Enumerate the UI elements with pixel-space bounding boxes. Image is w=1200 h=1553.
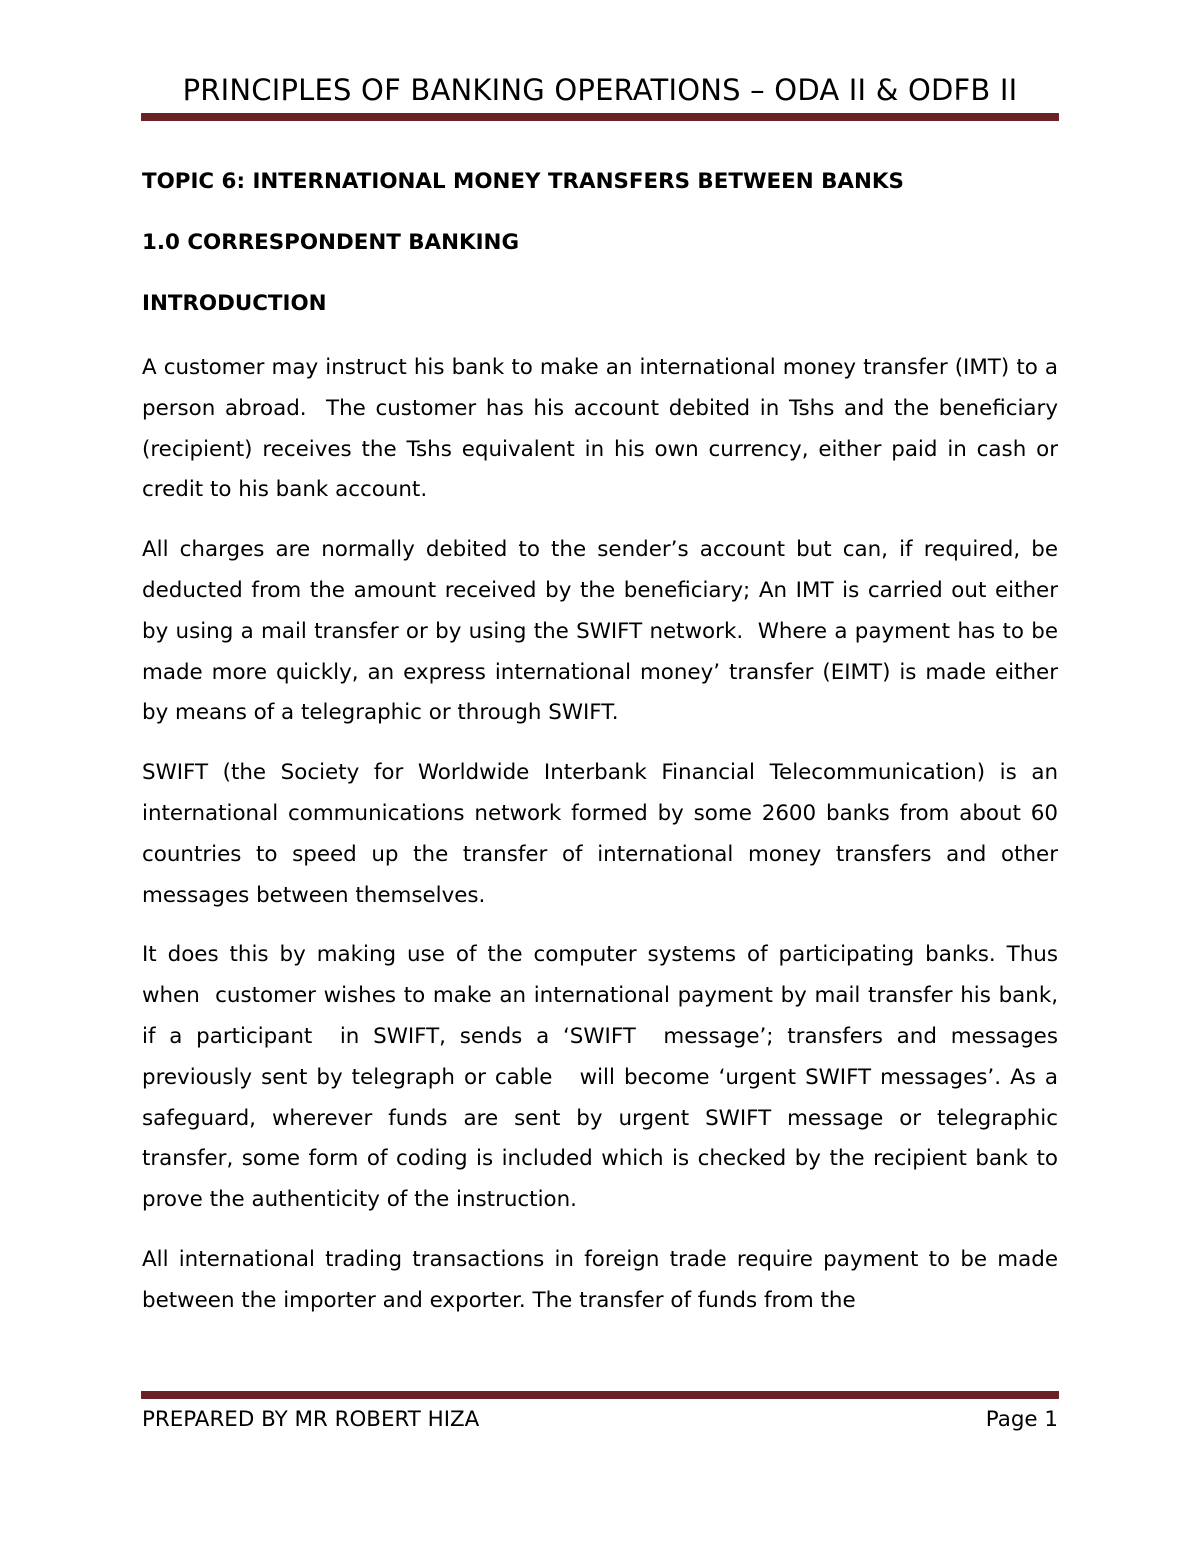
footer-divider — [141, 1391, 1059, 1399]
paragraph-swift-process: It does this by making use of the computer systems of participating banks. Thus when customer wishes to make an international payment by mail transfer his bank, if a participant in SWIFT, sends a ‘SWIFT message’; transfers and messages previously sent by telegraph or cable will become ‘urgent SWIFT messages’. As a safeguard, wherever funds are sent by urgent SWIFT message or telegraphic transfer, some form of coding is included which is checked by the recipient bank to prove the authenticity of the instruction. — [142, 942, 1065, 1213]
paragraph-swift-definition: SWIFT (the Society for Worldwide Interbank Financial Telecommunication) is an international communications network formed by some 2600 banks from about 60 countries to speed up the transfer of international money transfers and other messages between themselves. — [142, 760, 1065, 908]
footer-author: PREPARED BY MR ROBERT HIZA — [142, 1407, 480, 1432]
topic-title: TOPIC 6: INTERNATIONAL MONEY TRANSFERS BETWEEN BANKS — [142, 169, 904, 194]
page-number: Page 1 — [985, 1407, 1058, 1432]
paragraph-charges: All charges are normally debited to the sender’s account but can, if required, be deducted from the amount received by the beneficiary; An IMT is carried out either by using a mail transfer or by using the SWIFT network. Where a payment has to be made more quickly, an express international money’ transfer (EIMT) is made either by means of a telegraphic or through SWIFT. — [142, 537, 1065, 726]
page-header-title: PRINCIPLES OF BANKING OPERATIONS – ODA II & ODFB II — [182, 73, 1018, 107]
section-title: 1.0 CORRESPONDENT BANKING — [142, 230, 520, 255]
header-divider — [141, 113, 1059, 121]
document-body — [142, 165, 1065, 1322]
subsection-title: INTRODUCTION — [142, 291, 327, 316]
paragraph-imt-intro: A customer may instruct his bank to make an international money transfer (IMT) to a person abroad. The customer has his account debited in Tshs and the beneficiary (recipient) receives the Tshs equivalent in his own currency, either paid in cash or credit to his bank account. — [142, 355, 1065, 503]
paragraph-trading-transactions: All international trading transactions in foreign trade require payment to be made between the importer and exporter. The transfer of funds from the — [142, 1246, 1065, 1313]
